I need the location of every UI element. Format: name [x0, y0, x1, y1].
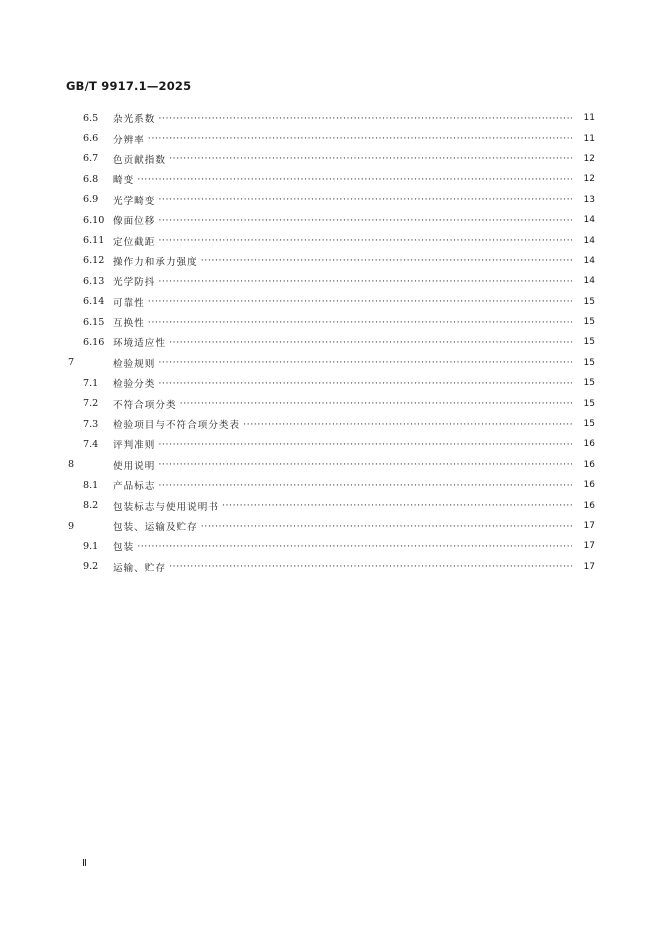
toc-leader-dots	[148, 317, 572, 328]
toc-leader-dots	[222, 500, 572, 511]
toc-entry-number: 7.3	[83, 418, 99, 430]
toc-entry-page: 15	[583, 419, 595, 430]
toc-leader-dots	[158, 215, 572, 226]
page-number: Ⅱ	[82, 858, 87, 869]
toc-entry-title: 杂光系数	[113, 114, 156, 126]
toc-entry[interactable]	[0, 495, 662, 515]
toc-entry-title: 运输、贮存	[113, 562, 166, 574]
toc-entry-number: 6.10	[83, 214, 105, 226]
toc-entry-number: 8.1	[83, 479, 99, 491]
toc-entry[interactable]	[0, 292, 662, 312]
toc-entry[interactable]	[0, 414, 662, 434]
toc-entry-page: 15	[583, 378, 595, 389]
toc-entry-page: 16	[583, 480, 595, 491]
toc-leader-dots	[158, 459, 572, 470]
toc-entry-number: 6.11	[83, 235, 105, 247]
toc-entry-title: 不符合项分类	[113, 399, 177, 411]
toc-entry-number: 7.4	[83, 438, 99, 450]
toc-entry[interactable]	[0, 108, 662, 128]
toc-entry-title: 产品标志	[113, 481, 156, 493]
toc-leader-dots	[158, 357, 572, 368]
toc-entry-page: 15	[583, 337, 595, 348]
toc-entry-title: 像面位移	[113, 216, 156, 228]
toc-entry-title: 光学防抖	[113, 277, 156, 289]
toc-entry[interactable]	[0, 536, 662, 556]
toc-leader-dots	[201, 255, 572, 266]
toc-leader-dots	[158, 235, 572, 246]
toc-entry-page: 16	[583, 459, 595, 470]
toc-entry-number: 6.13	[83, 275, 105, 287]
toc-entry-page: 16	[583, 500, 595, 511]
toc-entry-page: 15	[583, 317, 595, 328]
toc-entry[interactable]	[0, 128, 662, 148]
toc-entry-page: 13	[583, 194, 595, 205]
toc-entry[interactable]	[0, 190, 662, 210]
toc-entry-title: 互换性	[113, 318, 145, 330]
toc-entry-title: 包装	[113, 542, 135, 554]
toc-entry-number: 7.2	[83, 398, 99, 410]
toc-entry[interactable]	[0, 210, 662, 230]
toc-entry-number: 6.16	[83, 336, 105, 348]
toc-entry-page: 11	[583, 133, 595, 144]
toc-entry-page: 15	[583, 296, 595, 307]
toc-entry-number: 6.8	[83, 173, 99, 185]
toc-entry[interactable]	[0, 475, 662, 495]
toc-entry-title: 色贡献指数	[113, 154, 166, 166]
table-of-contents	[0, 108, 662, 577]
toc-entry-number: 6.7	[83, 153, 99, 165]
toc-entry[interactable]	[0, 373, 662, 393]
toc-entry-page: 15	[583, 398, 595, 409]
toc-entry-page: 14	[583, 235, 595, 246]
toc-leader-dots	[137, 541, 572, 552]
toc-leader-dots	[158, 480, 572, 491]
toc-entry[interactable]	[0, 312, 662, 332]
toc-entry-title: 包装标志与使用说明书	[113, 501, 219, 513]
toc-leader-dots	[158, 439, 572, 450]
toc-leader-dots	[243, 419, 572, 430]
toc-entry-page: 17	[583, 521, 595, 531]
toc-entry-page: 11	[583, 113, 595, 124]
toc-entry[interactable]	[0, 434, 662, 454]
toc-entry-title: 分辨率	[113, 134, 145, 146]
toc-entry-title: 包装、运输及贮存	[113, 522, 198, 533]
toc-leader-dots	[148, 133, 572, 144]
toc-entry-title: 检验项目与不符合项分类表	[113, 420, 241, 432]
toc-entry-number: 7	[68, 357, 75, 369]
toc-leader-dots	[137, 174, 572, 185]
toc-entry-title: 检验规则	[113, 358, 156, 370]
toc-entry[interactable]	[0, 169, 662, 189]
toc-entry-number: 6.6	[83, 133, 99, 145]
toc-leader-dots	[158, 113, 572, 124]
toc-entry[interactable]	[0, 393, 662, 413]
toc-entry-number: 6.9	[83, 194, 99, 206]
toc-entry-page: 14	[583, 215, 595, 226]
toc-leader-dots	[201, 521, 572, 532]
toc-entry-page: 12	[583, 153, 595, 164]
toc-entry[interactable]	[0, 149, 662, 169]
toc-entry-page: 16	[583, 439, 595, 450]
toc-entry-number: 7.1	[83, 377, 99, 389]
toc-leader-dots	[158, 194, 572, 205]
toc-entry-page: 14	[583, 276, 595, 287]
toc-entry-title: 操作力和承力强度	[113, 256, 198, 268]
standard-code: GB/T 9917.1—2025	[66, 79, 192, 93]
toc-entry[interactable]	[0, 251, 662, 271]
toc-entry-page: 17	[583, 561, 595, 572]
toc-entry-number: 6.14	[83, 296, 105, 308]
toc-entry-number: 9.2	[83, 561, 99, 573]
toc-entry[interactable]	[0, 516, 662, 536]
toc-entry-title: 可靠性	[113, 297, 145, 309]
toc-entry-title: 使用说明	[113, 460, 156, 472]
toc-entry[interactable]	[0, 455, 662, 475]
toc-leader-dots	[169, 561, 572, 572]
toc-leader-dots	[158, 276, 572, 287]
toc-leader-dots	[148, 296, 572, 307]
toc-entry-title: 畸变	[113, 175, 135, 187]
toc-entry[interactable]	[0, 271, 662, 291]
toc-entry-number: 6.15	[83, 316, 105, 328]
toc-entry[interactable]	[0, 353, 662, 373]
toc-leader-dots	[158, 378, 572, 389]
toc-entry-title: 定位截距	[113, 236, 156, 248]
toc-entry[interactable]	[0, 332, 662, 352]
toc-entry-number: 9	[68, 520, 75, 532]
toc-entry-page: 14	[583, 255, 595, 266]
toc-leader-dots	[169, 337, 572, 348]
toc-entry-number: 8	[68, 459, 75, 471]
toc-entry-number: 6.12	[83, 255, 105, 267]
toc-entry-page: 12	[583, 174, 595, 185]
toc-entry-title: 评判准则	[113, 440, 156, 452]
toc-entry-title: 检验分类	[113, 379, 156, 391]
toc-entry-page: 17	[583, 541, 595, 552]
toc-entry-number: 6.5	[83, 112, 99, 124]
toc-leader-dots	[169, 153, 572, 164]
toc-entry[interactable]	[0, 557, 662, 577]
toc-entry-title: 环境适应性	[113, 338, 166, 350]
toc-entry-title: 光学畸变	[113, 195, 156, 207]
toc-entry-number: 9.1	[83, 540, 99, 552]
toc-entry-page: 15	[583, 357, 595, 368]
toc-entry-number: 8.2	[83, 500, 99, 512]
toc-entry[interactable]	[0, 230, 662, 250]
toc-leader-dots	[180, 398, 572, 409]
